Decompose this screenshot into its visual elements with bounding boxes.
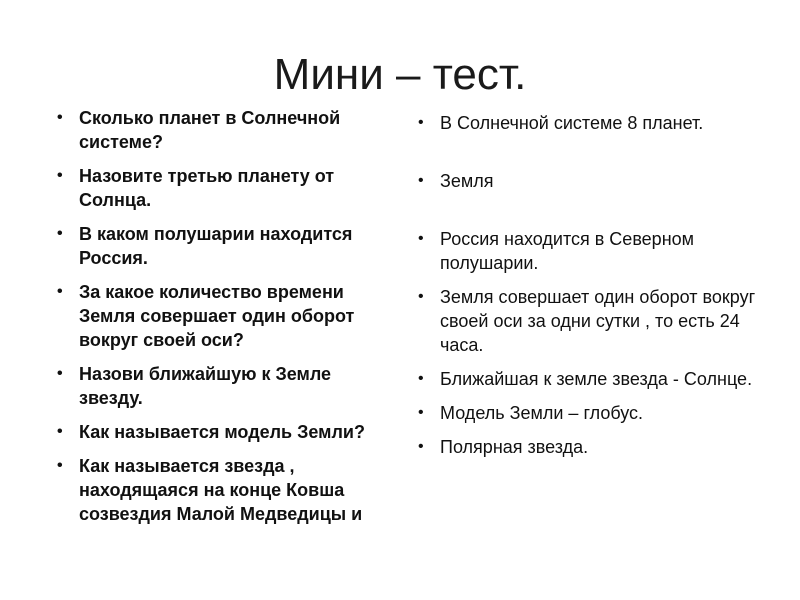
question-item: [57, 280, 387, 352]
bullet-icon: •: [418, 370, 424, 387]
answer-text: Полярная звезда.: [440, 437, 589, 457]
bullet-icon: •: [57, 365, 63, 382]
answer-text: Россия находится в Северном полушарии.: [440, 229, 695, 273]
question-text: Сколько планет в Солнечной системе?: [79, 108, 341, 152]
bullet-icon: •: [57, 225, 63, 242]
answer-text: Ближайшая к земле звезда - Солнце.: [440, 369, 753, 389]
bullet-icon: •: [57, 283, 63, 300]
bullet-icon: •: [57, 457, 63, 474]
question-item: [57, 454, 387, 526]
answer-item: [418, 227, 768, 275]
question-text: Назови ближайшую к Земле звезду.: [79, 364, 332, 408]
bullet-icon: •: [418, 114, 424, 131]
answer-text: Земля совершает один оборот вокруг своей оси за одни сутки , то есть 24 часа.: [440, 287, 756, 355]
bullet-icon: •: [57, 109, 63, 126]
answers-list: [418, 111, 768, 469]
bullet-icon: •: [418, 438, 424, 455]
question-text: В каком полушарии находится Россия.: [79, 224, 353, 268]
answer-item: [418, 111, 768, 135]
answer-item: [418, 169, 768, 193]
answer-item: [418, 435, 768, 459]
bullet-icon: •: [418, 404, 424, 421]
question-text: За какое количество времени Земля совершает один оборот вокруг своей оси?: [79, 282, 355, 350]
slide-title: Мини – тест.: [273, 50, 527, 99]
question-item: [57, 420, 387, 444]
questions-list: [57, 106, 387, 536]
question-text: Как называется звезда , находящаяся на конце Ковша созвездия Малой Медведицы и: [79, 456, 363, 524]
question-item: [57, 362, 387, 410]
answer-item: [418, 401, 768, 425]
question-item: [57, 222, 387, 270]
bullet-icon: •: [57, 423, 63, 440]
question-item: [57, 106, 387, 154]
bullet-icon: •: [418, 172, 424, 189]
answer-item: [418, 367, 768, 391]
answer-item: [418, 285, 768, 357]
answer-text: Земля: [440, 171, 494, 191]
question-text: Как называется модель Земли?: [79, 422, 365, 442]
bullet-icon: •: [57, 167, 63, 184]
question-text: Назовите третью планету от Солнца.: [79, 166, 335, 210]
bullet-icon: •: [418, 288, 424, 305]
question-item: [57, 164, 387, 212]
answer-text: Модель Земли – глобус.: [440, 403, 644, 423]
bullet-icon: •: [418, 230, 424, 247]
answer-text: В Солнечной системе 8 планет.: [440, 113, 704, 133]
